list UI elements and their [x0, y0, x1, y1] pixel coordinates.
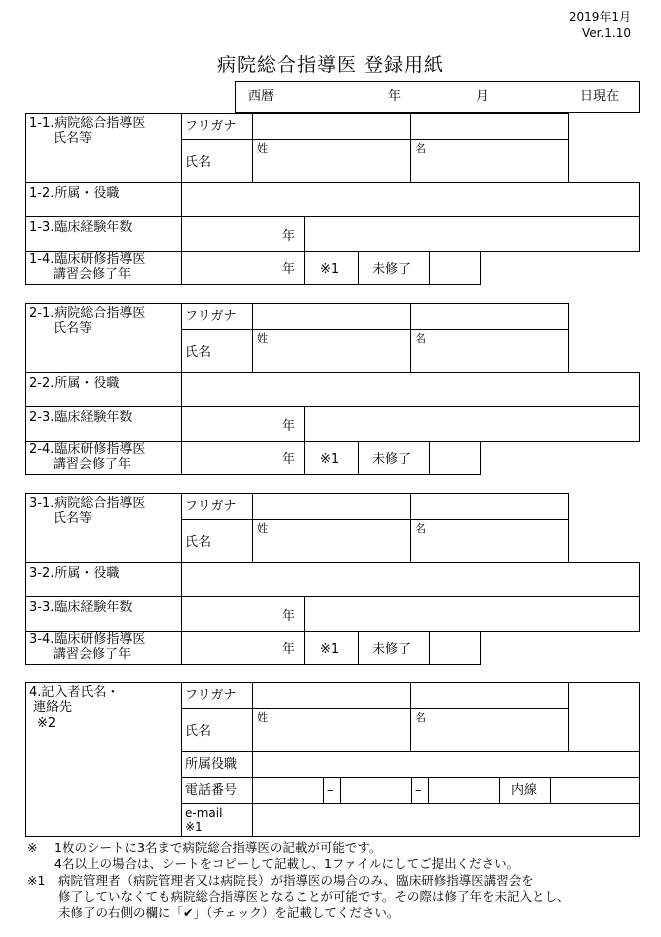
section-2-furigana-mei-field[interactable]	[410, 303, 569, 330]
section-2-affiliation-field[interactable]	[181, 372, 640, 407]
contact-sei-label: 姓	[257, 711, 268, 724]
section-3-name-label: 氏名	[185, 535, 212, 550]
section-3-course-label-1: 3-4.臨床研修指導医	[29, 632, 146, 647]
section-1-furigana-sei-field[interactable]	[252, 113, 411, 140]
section-1-sei-label: 姓	[257, 142, 268, 155]
contact-label-3: ※2	[37, 716, 57, 731]
section-1-experience-label: 1-3.臨床経験年数	[29, 220, 133, 235]
section-3-course-year-unit: 年	[282, 642, 296, 657]
contact-extension-label: 内線	[511, 783, 538, 798]
date-day-label: 日現在	[580, 89, 620, 104]
note-2-mark: ※1	[27, 873, 46, 888]
section-1-experience-year-unit: 年	[282, 229, 296, 244]
contact-mei-label: 名	[415, 711, 426, 724]
section-3-affiliation-label: 3-2.所属・役職	[29, 566, 120, 581]
section-1-course-unfinished-label: 未修了	[372, 262, 412, 277]
contact-sei-field[interactable]	[252, 708, 411, 752]
note-1-line-2: 4名以上の場合は、シートをコピーして記載し、1ファイルにしてご提出ください。	[54, 856, 520, 871]
section-3-mei-field[interactable]	[410, 519, 569, 563]
section-3-sei-label: 姓	[257, 522, 268, 535]
section-3-name-label-2: 氏名等	[53, 511, 93, 526]
section-3-sei-field[interactable]	[252, 519, 411, 563]
section-2-sei-field[interactable]	[252, 329, 411, 373]
contact-phone-label: 電話番号	[185, 783, 238, 798]
section-1-course-unfinished-checkbox[interactable]	[429, 251, 481, 285]
contact-label-1: 4.記入者氏名・	[29, 685, 120, 700]
contact-furigana-sei-field[interactable]	[252, 682, 411, 709]
section-2-name-label-2: 氏名等	[53, 321, 93, 336]
section-1-course-year-unit: 年	[282, 262, 296, 277]
section-2-course-label-1: 2-4.臨床研修指導医	[29, 442, 146, 457]
note-2-line-2: 修了していなくても病院総合指導医となることが可能です。その際は修了年を未記入とし、	[58, 889, 570, 904]
section-2-sei-label: 姓	[257, 332, 268, 345]
section-1-course-label-2: 講習会修了年	[53, 267, 132, 282]
section-2-mei-label: 名	[415, 332, 426, 345]
contact-phone-dash-1: –	[327, 783, 334, 798]
contact-email-field[interactable]	[252, 803, 640, 837]
section-2-experience-blank	[304, 406, 640, 442]
section-2-mei-field[interactable]	[410, 329, 569, 373]
section-1-name-label-1: 1-1.病院総合指導医	[29, 116, 146, 131]
note-2-line-1: 病院管理者（病院管理者又は病院長）が指導医の場合のみ、臨床研修指導医講習会を	[58, 873, 534, 888]
date-year-label: 年	[388, 89, 402, 104]
section-3-course-unfinished-checkbox[interactable]	[429, 631, 481, 665]
section-3-experience-year-unit: 年	[282, 609, 296, 624]
section-1-course-note-mark: ※1	[320, 262, 340, 277]
section-1-furigana-label: フリガナ	[185, 119, 237, 134]
section-3-affiliation-field[interactable]	[181, 562, 640, 597]
section-3-mei-label: 名	[415, 522, 426, 535]
date-month-label: 月	[476, 89, 490, 104]
section-1-sei-field[interactable]	[252, 139, 411, 183]
page-title: 病院総合指導医 登録用紙	[216, 54, 445, 76]
section-1-furigana-mei-field[interactable]	[410, 113, 569, 140]
section-3-course-note-mark: ※1	[320, 642, 340, 657]
form-version: Ver.1.10	[581, 26, 631, 40]
contact-furigana-mei-field[interactable]	[410, 682, 569, 709]
section-2-course-year-unit: 年	[282, 452, 296, 467]
contact-name-label: 氏名	[185, 724, 212, 739]
section-1-name-label-2: 氏名等	[53, 131, 93, 146]
section-2-course-note-mark: ※1	[320, 452, 340, 467]
note-1-line-1: 1枚のシートに3名まで病院総合指導医の記載が可能です。	[54, 840, 382, 855]
contact-phone-part2-field[interactable]	[340, 777, 412, 804]
section-2-course-unfinished-label: 未修了	[372, 452, 412, 467]
section-1-affiliation-field[interactable]	[181, 182, 640, 217]
section-1-mei-label: 名	[415, 142, 426, 155]
section-2-furigana-label: フリガナ	[185, 309, 237, 324]
contact-label-2: 連絡先	[33, 700, 73, 715]
section-2-name-label: 氏名	[185, 345, 212, 360]
section-2-experience-year-unit: 年	[282, 419, 296, 434]
section-3-course-unfinished-label: 未修了	[372, 642, 412, 657]
section-3-course-label-2: 講習会修了年	[53, 647, 132, 662]
section-2-course-unfinished-checkbox[interactable]	[429, 441, 481, 475]
section-2-course-label-2: 講習会修了年	[53, 457, 132, 472]
section-1-course-label-1: 1-4.臨床研修指導医	[29, 252, 146, 267]
section-2-name-label-1: 2-1.病院総合指導医	[29, 306, 146, 321]
form-date: 2019年1月	[568, 10, 631, 24]
contact-email-label: e-mail	[185, 806, 223, 820]
contact-phone-part1-field[interactable]	[252, 777, 324, 804]
section-3-furigana-label: フリガナ	[185, 499, 237, 514]
section-3-name-label-1: 3-1.病院総合指導医	[29, 496, 146, 511]
contact-email-note: ※1	[185, 820, 203, 834]
contact-position-field[interactable]	[252, 751, 640, 778]
date-era-label: 西暦	[248, 89, 275, 104]
section-2-furigana-sei-field[interactable]	[252, 303, 411, 330]
section-2-experience-label: 2-3.臨床経験年数	[29, 410, 133, 425]
contact-phone-dash-2: –	[415, 783, 422, 798]
contact-mei-field[interactable]	[410, 708, 569, 752]
section-2-affiliation-label: 2-2.所属・役職	[29, 376, 120, 391]
section-3-furigana-mei-field[interactable]	[410, 493, 569, 520]
section-1-affiliation-label: 1-2.所属・役職	[29, 186, 120, 201]
section-1-mei-field[interactable]	[410, 139, 569, 183]
contact-phone-part3-field[interactable]	[428, 777, 500, 804]
contact-furigana-label: フリガナ	[185, 688, 237, 703]
section-1-name-label: 氏名	[185, 155, 212, 170]
note-2-line-3: 未修了の右側の欄に「✔」（チェック）を記載してください。	[58, 905, 400, 920]
section-3-furigana-sei-field[interactable]	[252, 493, 411, 520]
section-1-experience-blank	[304, 216, 640, 252]
contact-extension-field[interactable]	[550, 777, 640, 804]
contact-position-label: 所属役職	[185, 757, 238, 772]
note-1-mark: ※	[27, 840, 38, 855]
section-3-experience-label: 3-3.臨床経験年数	[29, 600, 133, 615]
section-3-experience-blank	[304, 596, 640, 632]
